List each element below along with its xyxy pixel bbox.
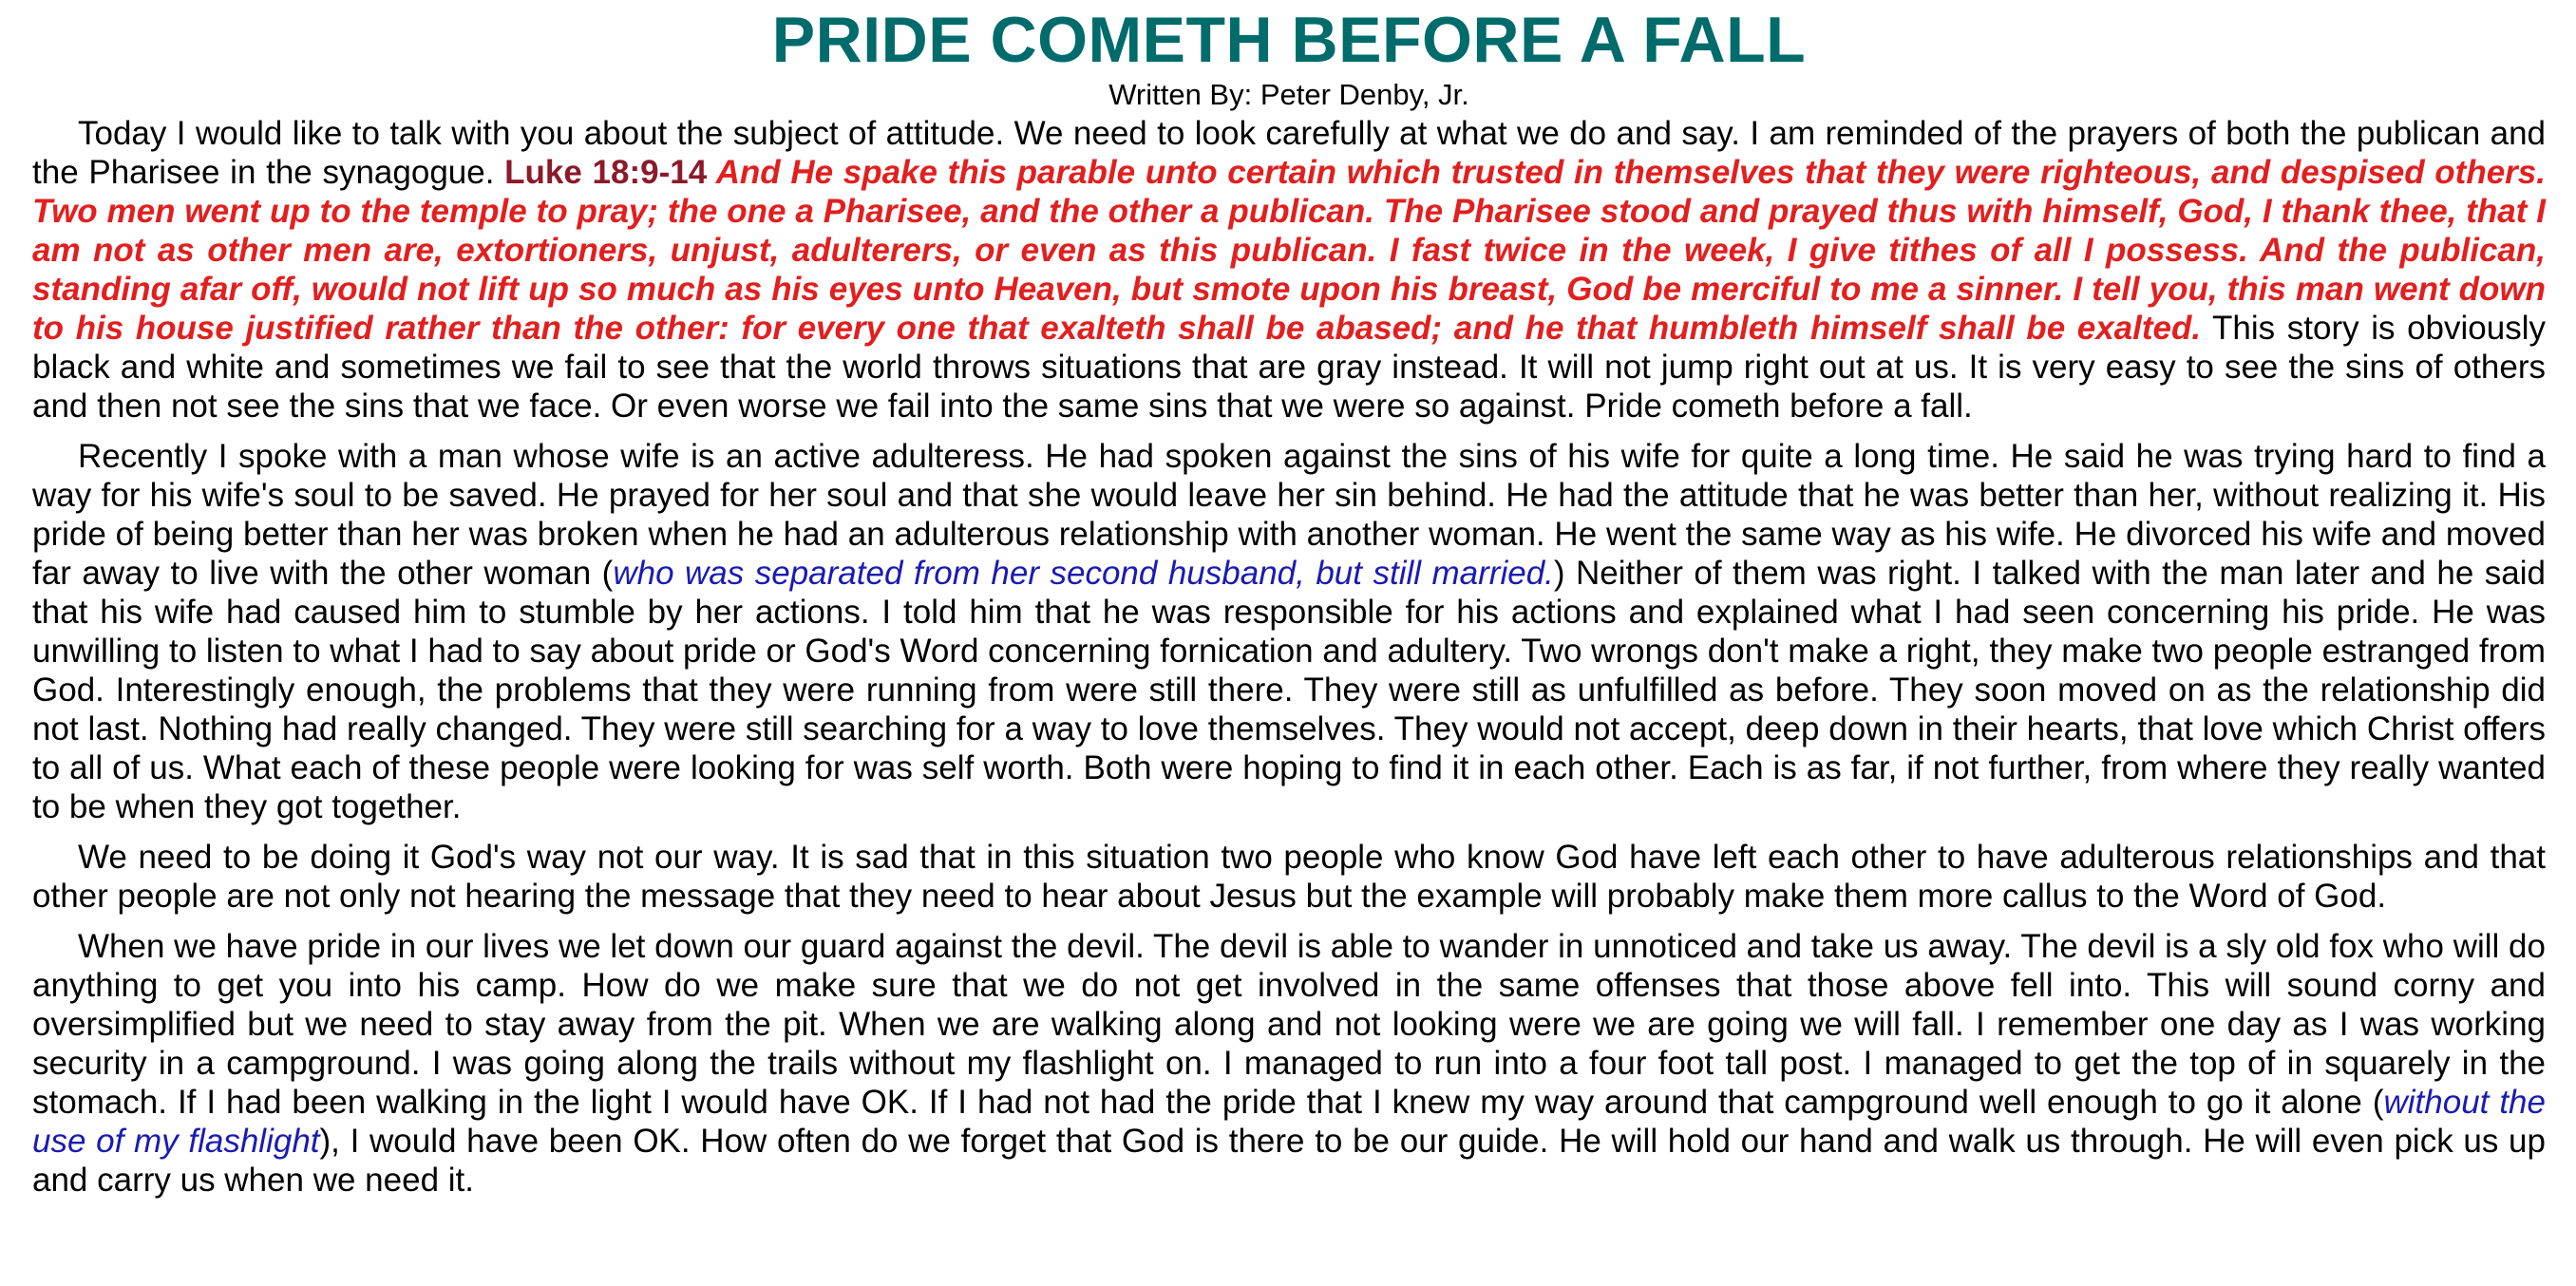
document-byline: Written By: Peter Denby, Jr. xyxy=(1108,78,1469,111)
paragraph-3 xyxy=(32,838,2546,916)
paragraph-1 xyxy=(32,114,2546,426)
paragraph-4 xyxy=(32,927,2546,1200)
paragraph-1-text-b: This story is obviously black and white and sometimes we fail to see that the world throws situations that are gray instead. It will not jump right out at us. It is very easy to see the sins of others and then not see the sins that we face. Or even worse we fail into the same sins that we were so against. Pride cometh before a fall. xyxy=(32,310,2546,425)
scripture-quote: And He spake this parable unto certain which trusted in themselves that they were righteous, and despised others. Two men went up to the temple to pray; the one a Pharisee, and the other a publican. The Pharisee stood and prayed thus with himself, God, I thank thee, that I am not as other men are, extortioners, unjust, adulterers, or even as this publican. I fast twice in the week, I give tithes of all I possess. And the publican, standing afar off, would not lift up so much as his eyes unto Heaven, but smote upon his breast, God be merciful to me a sinner. I tell you, this man went down to his house justified rather than the other: for every one that exalteth shall be abased; and he that humbleth himself shall be exalted. xyxy=(32,154,2546,347)
paragraph-3-text: We need to be doing it God's way not our way. It is sad that in this situation two people who know God have left each other to have adulterous relationships and that other people are not only not hearing the message that they need to hear about Jesus but the example will probably make them more callus to the Word of God. xyxy=(32,839,2546,915)
paragraph-4-text-a: When we have pride in our lives we let down our guard against the devil. The devil is able to wander in unnoticed and take us away. The devil is a sly old fox who will do anything to get you into his camp. How do we make sure that we do not get involved in the same offenses that those above fell into. This will sound corny and oversimplified but we need to stay away from the pit. When we are walking along and not looking were we are going we will fall. I remember one day as I was working security in a campground. I was going along the trails without my flashlight on. I managed to run into a four foot tall post. I managed to get the top of in squarely in the stomach. If I had been walking in the light I would have OK. If I had not had the pride that I knew my way around that campground well enough to go it alone ( xyxy=(32,928,2546,1121)
paragraph-2-text-b: ) Neither of them was right. I talked with the man later and he said that his wife had caused him to stumble by her actions. I told him that he was responsible for his actions and explained what I had seen concerning his pride. He was unwilling to listen to what I had to say about pride or God's Word concerning fornication and adultery. Two wrongs don't make a right, they make two people estranged from God. Interestingly enough, the problems that they were running from were still there. They were still as unfulfilled as before. They soon moved on as the relationship did not last. Nothing had really changed. They were still searching for a way to love themselves. They would not accept, deep down in their hearts, that love which Christ offers to all of us. What each of these people were looking for was self worth. Both were hoping to find it in each other. Each is as far, if not further, from where they really wanted to be when they got together. xyxy=(32,555,2546,825)
document-title: PRIDE COMETH BEFORE A FALL xyxy=(771,4,1807,76)
scripture-reference: Luke 18:9-14 xyxy=(504,154,708,191)
paragraph-4-text-b: ), I would have been OK. How often do we forget that God is there to be our guide. He will hold our hand and walk us through. He will even pick us up and carry us when we need it. xyxy=(32,1123,2546,1199)
paragraph-1-text-a: Today I would like to talk with you about the subject of attitude. We need to look carefully at what we do and say. I am reminded of the prayers of both the publican and the Pharisee in the synagogue. xyxy=(32,115,2546,191)
paragraph-4-aside: without the use of my flashlight xyxy=(32,1084,2546,1160)
paragraph-2-text-a: Recently I spoke with a man whose wife is an active adulteress. He had spoken against the sins of his wife for quite a long time. He said he was trying hard to find a way for his wife's soul to be saved. He prayed for her soul and that she would leave her sin behind. He had the attitude that he was better than her, without realizing it. His pride of being better than her was broken when he had an adulterous relationship with another woman. He went the same way as his wife. He divorced his wife and moved far away to live with the other woman ( xyxy=(32,438,2546,592)
paragraph-2-aside: who was separated from her second husband, but still married. xyxy=(613,555,1554,592)
paragraph-2 xyxy=(32,437,2546,826)
